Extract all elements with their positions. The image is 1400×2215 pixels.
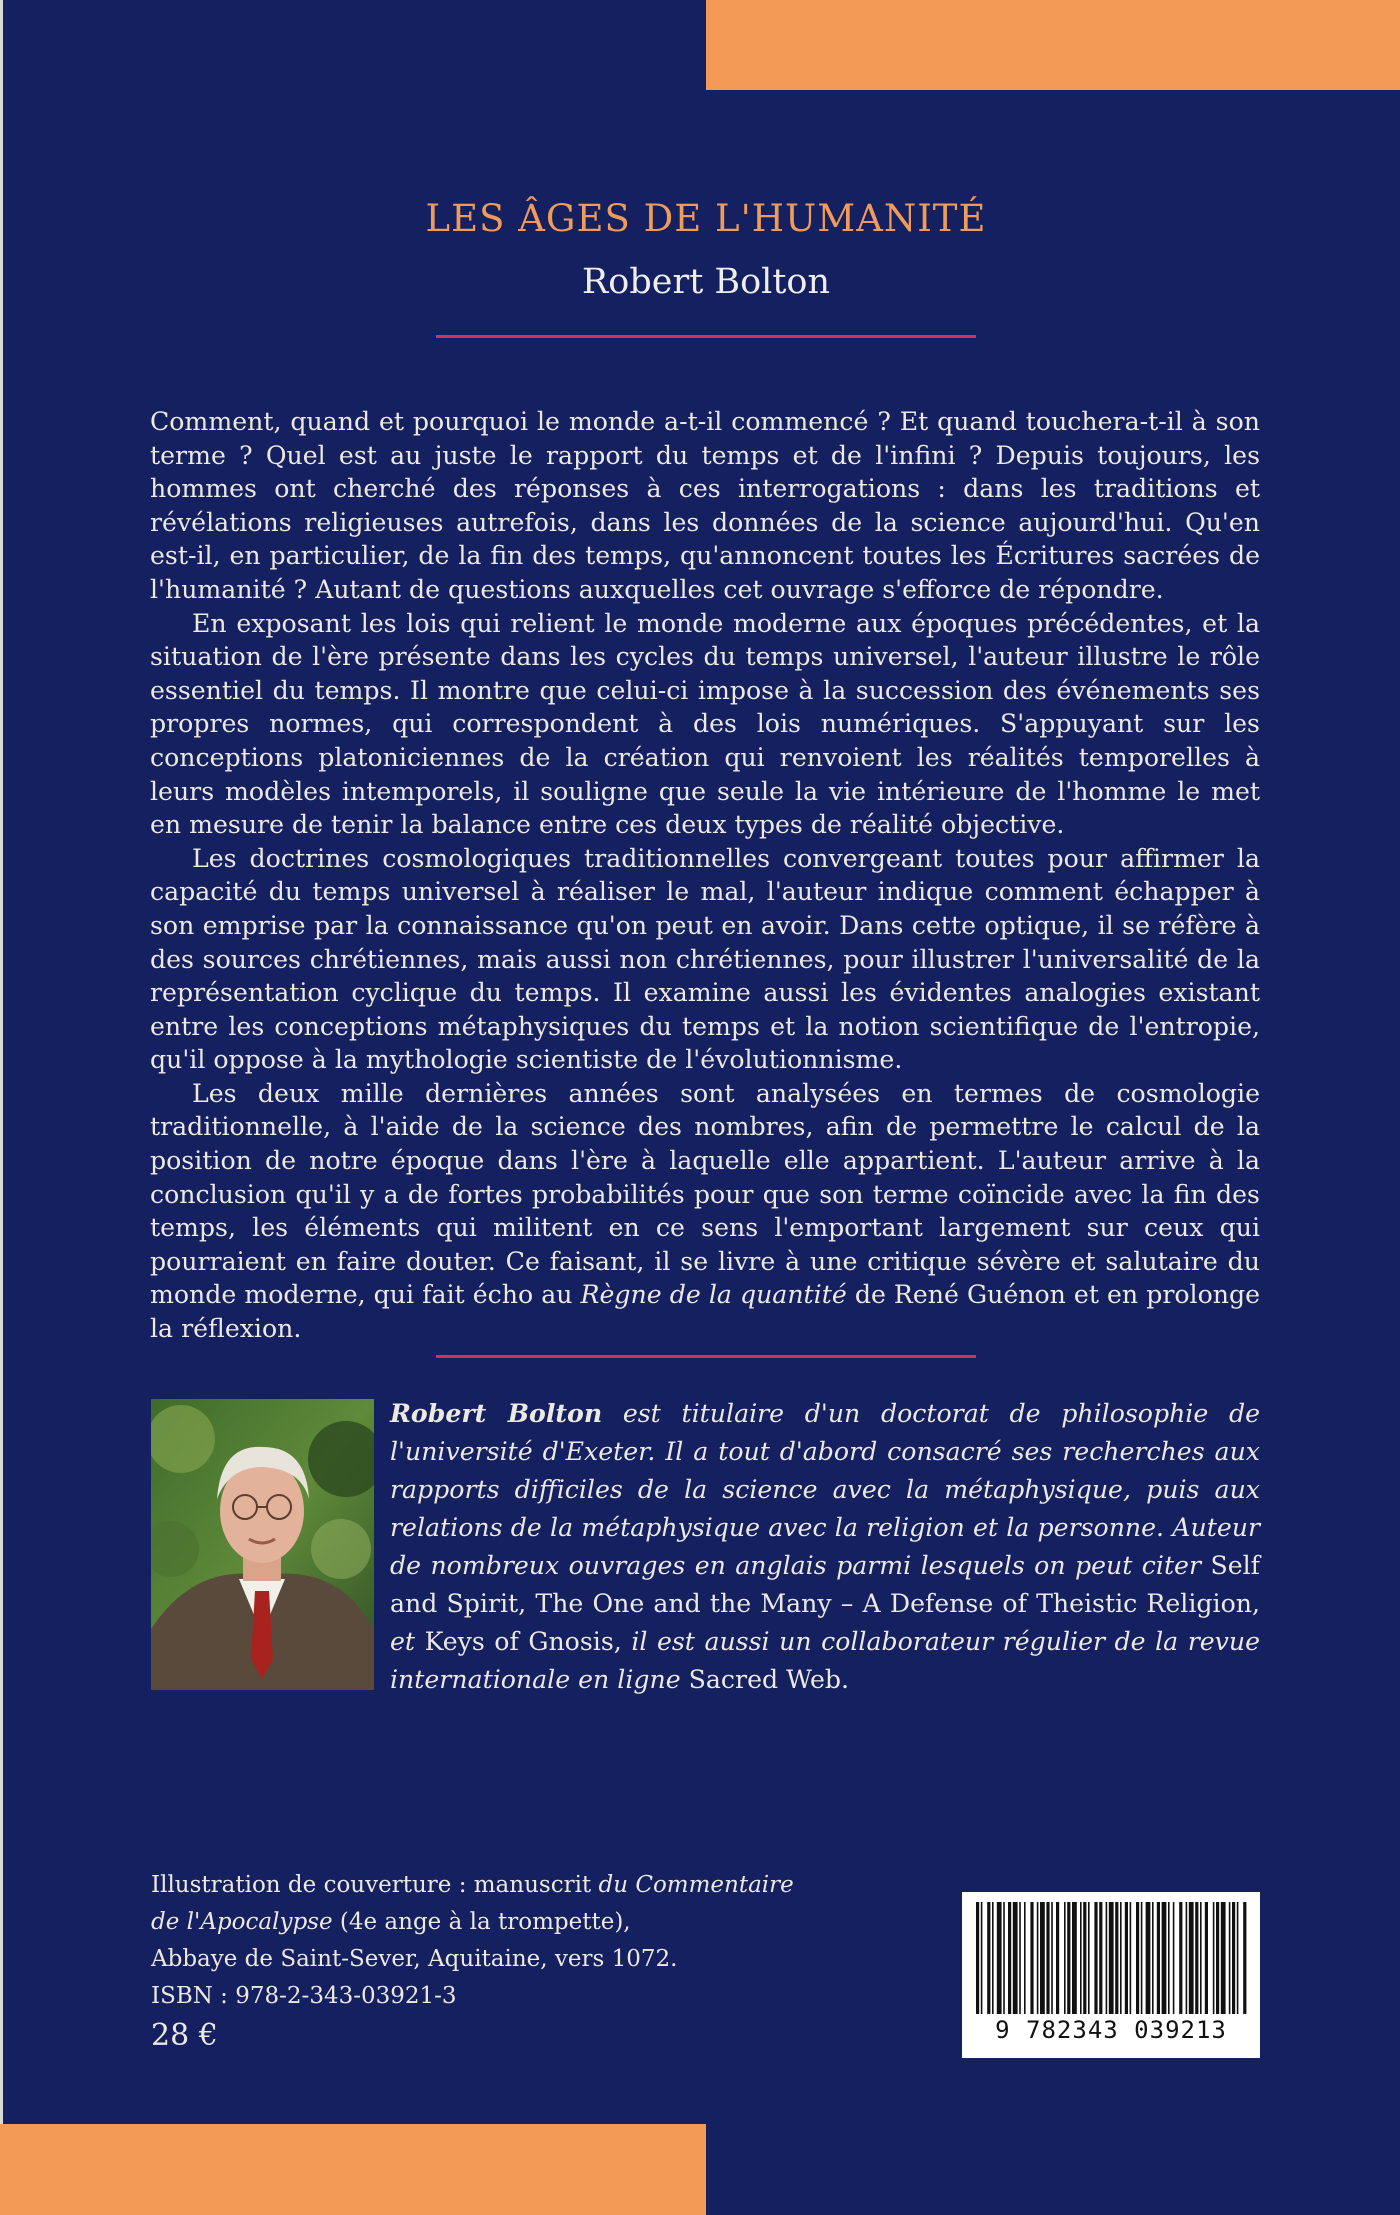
top-orange-band (706, 0, 1400, 90)
illustration-work-b: de l'Apocalypse (151, 1909, 333, 1935)
illustration-location: Abbaye de Saint-Sever, Aquitaine, vers 1072. (151, 1946, 678, 1972)
barcode-digits: 9 782343 039213 (995, 2016, 1227, 2044)
synopsis (150, 405, 1260, 1346)
illustration-label: Illustration de couverture : manuscrit (151, 1872, 592, 1898)
bio-text-2: et (390, 1627, 416, 1656)
bio-text-3: il est aussi un collaborateur régulier de la revue internationale en ligne (390, 1627, 1261, 1694)
page-edge (0, 0, 3, 2215)
illustration-credit-line-2 (151, 1904, 911, 1941)
bio-text-1: est titulaire d'un doctorat de philosophie de l'université d'Exeter. Il a tout d'abord consacré ses recherches aux rapports difficiles de la science avec la métaphysique, puis aux relations de la métaphysique avec la religion et la personne. Auteur de nombreux ouvrages en anglais parmi lesquels on peut citer (390, 1399, 1260, 1580)
author-photo (151, 1399, 374, 1690)
synopsis-paragraph-4-end: de René Guénon et en prolonge la réflexion. (150, 1280, 1261, 1344)
cited-work: Règne de la quantité (580, 1280, 847, 1310)
divider-top (436, 335, 976, 338)
bio-work-3: Sacred Web. (688, 1665, 849, 1694)
synopsis-paragraph-4-text: Les deux mille dernières années sont analysées en termes de cosmologie traditionnelle, à l'aide de la science des nombres, afin de permettre le calcul de la position de notre époque dans l'ère à laquelle elle appartient. L'auteur arrive à la conclusion qu'il y a de fortes probabilités pour que son terme coïncide avec la fin des temps, les éléments qui militent en ce sens l'emportant largement sur ceux qui pourraient en faire douter. Ce faisant, il se livre à une critique sévère et salutaire du monde moderne, qui fait écho au (150, 1078, 1260, 1310)
bio-author-name: Robert Bolton (390, 1398, 603, 1428)
book-title: LES ÂGES DE L'HUMANITÉ (425, 197, 987, 240)
divider-bottom (436, 1355, 976, 1358)
synopsis-paragraph-2: En exposant les lois qui relient le monde moderne aux époques précédentes, et la situation de l'ère présente dans les cycles du temps universel, l'auteur illustre le rôle essentiel du temps. Il montre que celui-ci impose à la succession des événements ses propres normes, qui correspondent à des lois numériques. S'appuyant sur les conceptions platoniciennes de la création qui renvoient les réalités temporelles à leurs modèles intemporels, il souligne que seule la vie intérieure de l'homme le met en mesure de tenir la balance entre ces deux types de réalité objective. (150, 608, 1260, 840)
illustration-work-a: du Commentaire (598, 1872, 794, 1898)
synopsis-paragraph-4 (150, 1077, 1260, 1346)
barcode (962, 1892, 1260, 2058)
bio-work-1: Self and Spirit, The One and the Many – A Defense of Theistic Religion, (390, 1551, 1260, 1618)
price: 28 € (151, 2018, 218, 2053)
illustration-credit-line-1 (151, 1867, 911, 1904)
bottom-orange-band (0, 2124, 706, 2215)
author-biography (390, 1394, 1260, 1699)
illustration-detail: (4e ange à la trompette), (339, 1909, 631, 1935)
isbn: ISBN : 978-2-343-03921-3 (151, 1983, 457, 2009)
cover-credits (151, 1867, 911, 2054)
synopsis-paragraph-3: Les doctrines cosmologiques traditionnelles convergeant toutes pour affirmer la capacité du temps universel à réaliser le mal, l'auteur indique comment échapper à son emprise par la connaissance qu'on peut en avoir. Dans cette optique, il se réfère à des sources chrétiennes, mais aussi non chrétiennes, pour illustrer l'universalité de la représentation cyclique du temps. Il examine aussi les évidentes analogies existant entre les conceptions métaphysiques du temps et la notion scientifique de l'entropie, qu'il oppose à la mythologie scientiste de l'évolutionnisme. (150, 843, 1260, 1075)
bio-work-2: Keys of Gnosis, (424, 1627, 622, 1656)
barcode-bars (972, 1902, 1250, 2014)
book-author: Robert Bolton (581, 262, 831, 302)
synopsis-paragraph-1: Comment, quand et pourquoi le monde a-t-il commencé ? Et quand touchera-t-il à son terme ? Quel est au juste le rapport du temps et de l'infini ? Depuis toujours, les hommes ont cherché des réponses à ces interrogations : dans les traditions et révélations religieuses autrefois, dans les données de la science aujourd'hui. Qu'en est-il, en particulier, de la fin des temps, qu'annoncent toutes les Écritures sacrées de l'humanité ? Autant de questions auxquelles cet ouvrage s'efforce de répondre. (150, 407, 1260, 604)
